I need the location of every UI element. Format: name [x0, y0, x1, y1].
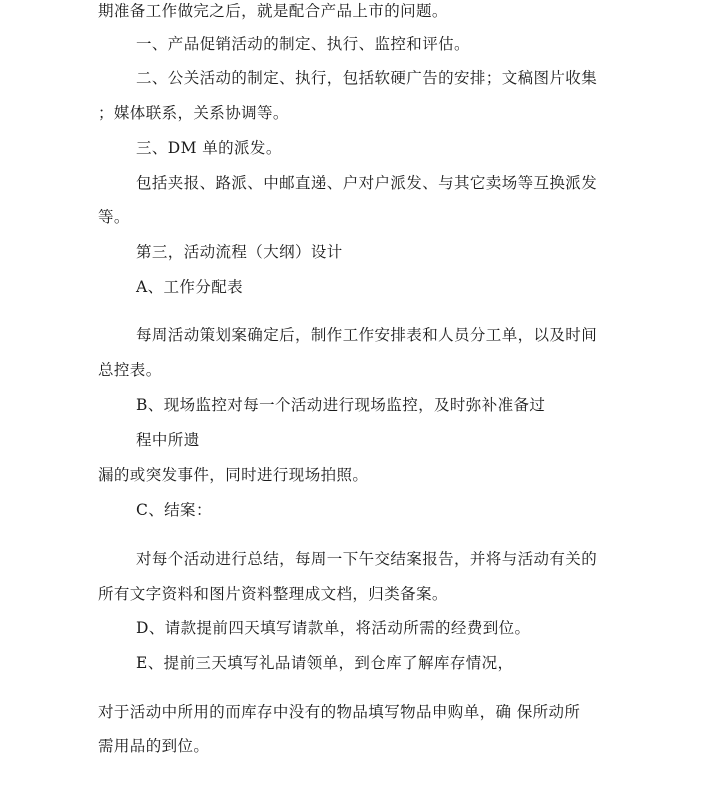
text-line: E、提前三天填写礼品请领单，到仓库了解库存情况，: [136, 654, 514, 672]
section-heading: 第三，活动流程（大纲）设计: [136, 243, 343, 261]
text-line: 漏的或突发事件，同时进行现场拍照。: [98, 466, 369, 484]
text-line: B、现场监控对每一个活动进行现场监控，及时弥补准备过: [136, 396, 546, 414]
text-line: D、请款提前四天填写请款单，将活动所需的经费到位。: [136, 619, 531, 637]
text-line: 等。: [98, 208, 130, 226]
text-line: 需用品的到位。: [98, 737, 210, 755]
text-line: A、工作分配表: [136, 278, 243, 296]
text-line: 对于活动中所用的而库存中没有的物品填写物品申购单，确 保所动所: [98, 703, 581, 721]
text-line: 对每个活动进行总结，每周一下午交结案报告，并将与活动有关的: [136, 550, 598, 568]
text-line: 包括夹报、路派、中邮直递、户对户派发、与其它卖场等互换派发: [136, 174, 598, 192]
text-line: C、结案：: [136, 501, 212, 519]
text-line: 程中所遗: [136, 431, 200, 449]
text-line: ；媒体联系，关系协调等。: [98, 104, 289, 122]
text-line: 三、DM 单的派发。: [136, 139, 282, 157]
text-line: 一、产品促销活动的制定、执行、监控和评估。: [136, 35, 470, 53]
text-line: 期准备工作做完之后，就是配合产品上市的问题。: [98, 2, 448, 20]
text-line: 每周活动策划案确定后，制作工作安排表和人员分工单，以及时间: [136, 326, 598, 344]
text-line: 总控表。: [98, 361, 162, 379]
text-line: 所有文字资料和图片资料整理成文档，归类备案。: [98, 585, 448, 603]
text-line: 二、公关活动的制定、执行，包括软硬广告的安排；文稿图片收集: [136, 69, 598, 87]
